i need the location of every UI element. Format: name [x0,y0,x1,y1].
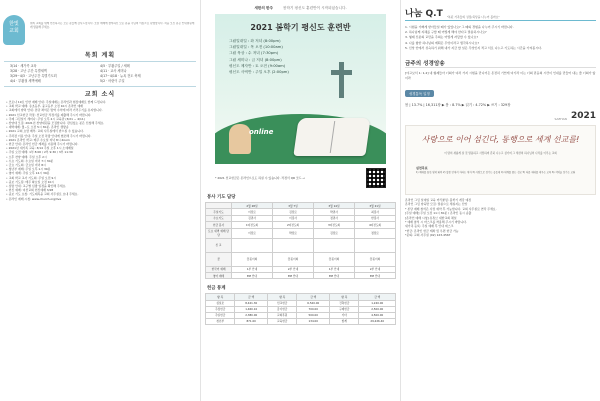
table-cell: 4여전도회 [355,222,396,228]
action-goals-text: 1) 예배를 통한 영적 회복 2) 말씀 안에서 자라는 제자 3) 사랑으로 섬기는 공동체 4) 세계를 품는 선교 5) 다음 세대를 세우는 교육 6) 지역을 섬기는 교회 [416,171,576,175]
table-cell: 3여전도회 [314,222,355,228]
row-label: 주일기도 [206,209,232,215]
open-bible-icon [293,118,370,156]
news-item: • 2021 교회 요람 배부: 교회 사무실에서 받으실 수 있습니다. [6,129,84,134]
table-cell: 1,460.10 [235,306,268,312]
table-header-cell: 금 액 [235,294,268,300]
table-cell: 2,380.00 [235,312,268,318]
table-cell: 꽃꽂이회 [314,252,355,266]
table-cell: 1,240.00 [359,300,396,306]
table-cell: 500.00 [297,312,330,318]
qr-code-icon[interactable] [366,168,386,188]
offering-notice-text: * 2021 선교헌금은 온라인으로도 하실 수 있습니다. 작정서 QR 코드 → [215,175,305,180]
qt-question: 5. 신앙 안에서 성숙하기 위해 내가 지금 할 일은 무엇인지 적고 서로 나누고 기도하는 시간을 가져봅시다. [405,45,542,50]
table-cell: 1부 안내 [232,266,273,272]
table-header-cell: 항 목 [268,294,297,300]
table-row [206,228,396,238]
table-cell: EM 안내 [314,272,355,278]
news-item: • 코로나 19로 인한 예배 안내: 주일예배는 온라인과 현장예배로 함께 드립니다. [6,100,107,104]
news-item: • 국제 그림일기 세미나: 주일 오후 2시 교육관 (3/21 ~ 4/11) [6,116,85,121]
table-cell: 700.00 [297,306,330,312]
news-item: • 심방 안내: 교구별 심방 일정을 확인해 주세요. [6,184,67,189]
online-label: online [249,128,274,136]
row-label: 토요 새벽 예배 담당 [206,228,232,238]
vision-calligraphy: 사랑으로 이어 섬긴다, 동행으로 세계 선교를! [421,135,580,145]
table-cell: 주정헌금 [206,306,235,312]
table-cell: 김권사 [232,215,273,221]
table-cell [273,238,314,252]
table-cell: 구제헌금 [330,306,359,312]
news-item: • 2021 온라인 학교: 매주 수요일 저녁 8시 Zoom [6,137,70,142]
finance-table [205,293,396,324]
table-header-cell: 금 액 [359,294,396,300]
church-name-label: SAEHAN [554,117,567,122]
table-cell: EM 안내 [232,272,273,278]
footer-line: 새가족 등록: 주일 예배 후 안내 데스크 [405,224,454,229]
table-cell: 김장로 [314,228,355,238]
table-cell: 꽃꽂이회 [355,252,396,266]
table-cell: 4,500.00 [359,312,396,318]
footer-line: [주일 예배] 주일 오전 11시 30분 / 온라인 동시 송출 [405,211,472,216]
row-label: 수요기도 [206,215,232,221]
table-cell: 29,226.40 [359,318,396,324]
vision-card [405,125,596,195]
footer-line: [온라인 예배 시청] 유튜브 새한교회 채널 [405,215,457,220]
table-cell: 2,500.00 [359,306,396,312]
table-header-cell: 항 목 [330,294,359,300]
qt-question: 1. 시험을 기뻐게 받아들일 때가 있었나요? 그 때의 경험을 나누어 주시기 바랍니다. [405,25,514,29]
table-cell: 기타 [330,312,359,318]
table-cell [232,238,273,252]
footer-notices [405,198,596,238]
footer-line: *헌금: 온라인 헌금 계좌 및 우편 헌금 가능 [405,228,459,233]
news-item: • 주차장 이용 안내: 주일 오전 차량 안내에 협조해 주시기 바랍니다. [6,133,92,138]
action-goals-label: 실천목표 [416,166,428,171]
table-row [206,318,396,324]
table-cell: 1부 안내 [314,266,355,272]
schedule-title: 목회 계획 [84,52,116,59]
table-cell: 꽃꽂이회 [273,252,314,266]
table-cell: 김장로 [273,209,314,215]
duty-table [205,202,396,279]
row-label: 한국어 예배 [206,266,232,272]
table-cell: 합계 [330,318,359,324]
child-illustration [229,124,251,154]
vision-description: 이 땅의 새롭게 살 것 말씀하고 사랑하며 흔히 나누고 섬기며 그 세상의 하나님의 나라를 이루는 교회 [444,152,557,156]
qt-question-list [405,25,596,51]
schedule-item: 3/14 · 새가족 교육 [10,64,37,68]
footer-line: * 본당 예배 참석은 사전 예약 후 가능합니다. 교회 사무실로 연락 주세요. [405,206,497,211]
table-cell: 최집사 [355,209,396,215]
middle-column [201,0,400,401]
schedule-item: 3/29~4/3 · 고난주간 특별기도회 [10,74,57,78]
table-cell: 십일조 [206,300,235,306]
table-cell: 2여전도회 [273,222,314,228]
news-item: • 교회 학교 예배: 유초등부, 중고등부 오전 10시 온라인 예배 [6,104,83,109]
table-cell: 이장로 [232,228,273,238]
qt-question: 4. 나를 향한 하나님의 계획은 무엇이라고 생각하시나요? [405,40,479,45]
middle-header [205,6,396,11]
schedule-item: 5/2 · 어린이 주일 [100,79,125,83]
schedule-item: 4/17~4/18 · 뉴욕 전도 축제 [100,74,141,78]
news-item: • 청년부 예배: 주일 오후 1시 30분 [6,167,51,172]
table-cell: 이집사 [273,215,314,221]
footer-line: *문의: 교회 사무실 (02) 123-4567 [405,233,451,238]
poster-schedule-item: 그림 묵상 : 수 저녁 (7:30pm) [229,51,279,56]
reading-plan-badge: 성경통독 일정 [405,90,434,97]
table-cell: 박권사 [314,209,355,215]
table-row [206,272,396,278]
table-cell: EM 안내 [355,272,396,278]
table-cell: 2부 안내 [355,266,396,272]
qt-title: 나눔 Q.T [405,9,443,19]
table-cell: 이장로 [232,209,273,215]
table-cell: 교육헌금 [268,318,297,324]
table-header-cell: 3월 21일 [355,203,396,209]
table-header-cell: 금 액 [297,294,330,300]
poster-schedule-item: 그림 세미나 : 금 저녁 (8:00pm) [229,57,282,62]
news-item: • 중보 기도팀: 매주 화요일 오전 10시 [6,179,55,184]
news-item: • 금요 기도회: 금요일 저녁 8시 [6,163,46,168]
table-cell: 정권사 [314,215,355,221]
news-item: • 2021년 새가족 교육: 3/14 주일 오후 1시 소예배실 [6,146,74,151]
news-item: • 온라인 예배 시청: www.church.org/live [6,196,62,201]
table-cell: 선교헌금 [268,300,297,306]
news-item: • 오후 찬양 예배: 주일 오후 2시 [6,154,47,159]
table-cell: 2부 안내 [273,266,314,272]
training-poster [215,14,386,164]
news-item: • 주일 오전 예배: 1부 8:00 / 2부 9:30 / 3부 11:30 [6,150,73,155]
table-cell: 청년부 [206,318,235,324]
poster-schedule-item: 그림일대일 : 목 오전 (10:00am) [229,45,283,50]
news-item: • 헌금 안내: 온라인 헌금 계좌를 이용해 주시기 바랍니다. [6,142,79,147]
divider [4,61,196,62]
seal-line-1: 한빛 [9,21,19,27]
table-row [206,238,396,252]
church-seal-icon [3,15,25,45]
table-cell: 1여전도회 [232,222,273,228]
table-header-cell: 2월 28일 [232,203,273,209]
qt-question: 2. 하나님께 지혜를 구할 때 어떻게 해야 한다고 말씀하시나요? [405,30,487,35]
table-cell: 8,421.30 [235,300,268,306]
table-cell [355,238,396,252]
row-label: 친 교 [206,238,232,252]
schedule-item: 4/11 · 교사 세미나 [100,69,127,73]
table-cell: 한집사 [355,215,396,221]
table-cell: 꽃꽂이회 [232,252,273,266]
divider [4,86,196,87]
footer-line: 온라인 그림 양육반 모집: 말씀으로 세워지는 신앙 [405,202,468,207]
reading-plan-stats: 봄 | 13.7% | 16,311장 ▶ 봄 : 8.7% ▶ 읽기 : 4.72% ▶ 쓰기 : 329장 [405,103,511,108]
table-cell: 정장로 [355,228,396,238]
table-cell [314,238,355,252]
news-title: 교회 소식 [84,91,116,98]
news-item: • 교회 학교 교사 기도회: 주일 오전 9시 [6,175,57,180]
row-label: 꽃 [206,252,232,266]
duty-table-title: 봉사 기도 담당 [207,195,236,200]
news-item: • 중보 기도 요청: 기도제목을 교회 사무실로 보내 주세요. [6,192,79,197]
poster-schedule-item: 평신도 제자반 : 토 오전 (9:00am) [229,63,286,68]
table-cell: 6,520.00 [297,300,330,306]
qt-subtitle: "복된 가족들의 성장/묵상을 나누어 볼까요" [446,15,500,19]
schedule-grid [4,64,196,84]
news-item: • 새벽예배: 월~토 오전 5시 30분, 온라인 생방송 [6,125,69,130]
table-cell: 박장로 [273,228,314,238]
news-list [4,100,196,201]
table-cell: 871.00 [235,318,268,324]
finance-table-title: 헌금 통계 [207,286,226,292]
vision-year: 2021 [570,111,596,122]
table-cell: EM 안내 [273,272,314,278]
offering-notice [215,168,386,188]
news-item: • 수요 기도회: 수요일 저녁 7시 30분 [6,158,54,163]
footer-line: * 예배 참석 시 마스크를 착용해 주시기 바랍니다. [405,220,467,225]
left-column [0,0,200,401]
intro-text: 위의 교회를 위해 헌신하시는 모든 분들께 감사드립니다. 오늘 예배에 참석하신 모든 분을 주님의 이름으로 환영합니다. 처음 오신 분은 안내위원에게 말씀해 주세요. [30,22,195,29]
row-label: 영어 예배 [206,272,232,278]
row-label: 헌금 봉사 [206,222,232,228]
poster-schedule [229,38,289,75]
table-cell: 건축헌금 [330,300,359,306]
poster-title: 2021 봄학기 평신도 훈련반 [250,23,351,32]
schedule-item: 3/28 · 고난 주간 특별새벽 [10,69,47,73]
table-cell: 감사헌금 [268,306,297,312]
table-row [206,252,396,266]
news-item: • 2021 선교헌금 작정: 선교헌금 작정서를 제출해 주시기 바랍니다. [6,112,92,117]
poster-schedule-item: 평신도 사역반 : 주일 오후 (2:00pm) [229,70,289,75]
table-header-cell: 항 목 [206,294,235,300]
news-item: • 교회에서 양력 안내: 본당 좌석은 방역 수칙에 따라 거리두기를 유지합니다. [6,108,103,113]
schedule-item: 4/4 · 부활절 새벽예배 [10,79,41,83]
table-cell: 교회후원 [268,312,297,318]
qt-header [405,6,596,21]
schedule-item: 4/5 · 부활주일 / 세례 [100,64,130,68]
news-item: • 영어 예배: 주일 오후 12시 30분 [6,171,50,176]
news-item: • 헌신 예배: 여선교회 헌신예배 3/28 [6,188,54,193]
news-item: • 찬양대 모집: 2021년 찬양대원을 모집합니다. 관심있는 분은 신청해 주세요. [6,121,105,126]
table-cell: 134.00 [297,318,330,324]
memory-verse-title: 금주의 성경암송 [405,59,596,68]
table-header-cell: 3월 14일 [314,203,355,209]
vision-header [405,111,596,121]
weekly-note: 봄학기 평신도 훈련반이 시작되었습니다. [283,6,347,10]
footer-line: 온라인 그림 일대일 교육 커리큘럼: 봄학기 개강 예정 [405,198,472,203]
weekly-label: 새한의 한주 [254,6,273,10]
table-header-cell: 3월 7일 [273,203,314,209]
right-column [401,0,600,401]
table-cell: 주일헌금 [206,312,235,318]
seal-line-2: 교회 [9,28,19,34]
poster-schedule-item: 그림일대일 : 화 저녁 (8:00pm) [229,39,281,43]
memory-verse-text: [야고보서 1: 1,2] 내 형제들아 너희가 여러 가지 시험을 만나거든 온전히 기쁘게 여기라 이는 너희 믿음의 시련이 인내를 만들어 내는 줄 너희가 앎이라 [405,71,596,80]
cross-icon [339,62,344,98]
qt-question: 3. 형제 신분의 교만을 주의는 어떻게 자랑할 수 있나요? [405,35,478,40]
